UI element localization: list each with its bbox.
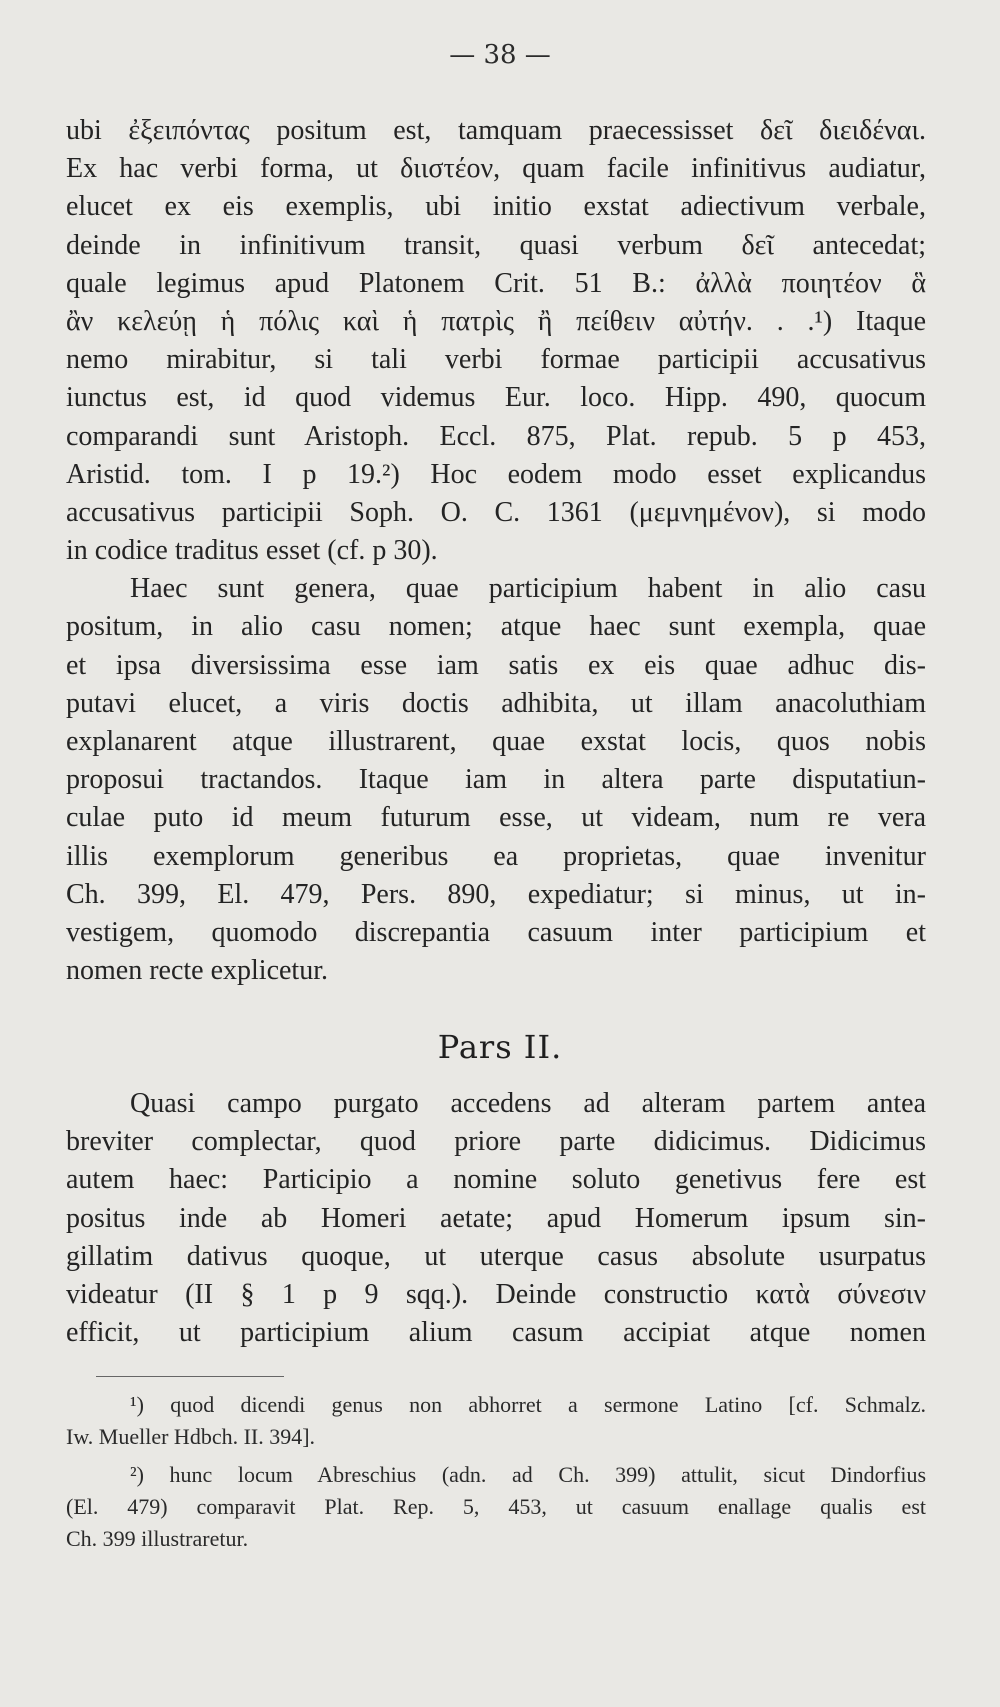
text-line: et ipsa diversissima esse iam satis ex eis quae adhuc dis-	[66, 649, 926, 681]
page-number: — 38 —	[449, 40, 551, 70]
text-line: positus inde ab Homeri aetate; apud Homerum ipsum sin-	[66, 1202, 926, 1234]
part-one-text	[66, 112, 926, 990]
text-line: ubi ἐξειπόντας positum est, tamquam praecessisset δεῖ διειδέναι.	[66, 115, 926, 146]
section-heading: Pars II.	[437, 1028, 563, 1066]
text-line: explanarent atque illustrarent, quae exstat locis, quos nobis	[66, 726, 926, 757]
footnote-line: ²) hunc locum Abreschius (adn. ad Ch. 399) attulit, sicut Dindorfius	[130, 1462, 926, 1487]
text-line: nemo mirabitur, si tali verbi formae participii accusativus	[66, 344, 926, 376]
text-line: illis exemplorum generibus ea proprietas, quae invenitur	[66, 840, 926, 872]
text-line: in codice traditus esset (cf. p 30).	[66, 535, 438, 567]
text-line: comparandi sunt Aristoph. Eccl. 875, Plat. repub. 5 p 453,	[66, 420, 926, 452]
text-line: videatur (II § 1 p 9 sqq.). Deinde constructio κατὰ σύνεσιν	[66, 1278, 926, 1310]
text-line: Aristid. tom. I p 19.²) Hoc eodem modo esset explicandus	[66, 458, 926, 490]
text-line: elucet ex eis exemplis, ubi initio exstat adiectivum verbale,	[66, 191, 926, 223]
footnote-line: Iw. Mueller Hdbch. II. 394].	[66, 1424, 316, 1449]
footnote-line: (El. 479) comparavit Plat. Rep. 5, 453, ut casuum enallage qualis est	[66, 1494, 926, 1519]
text-line: positum, in alio casu nomen; atque haec sunt exempla, quae	[66, 611, 926, 643]
text-line: breviter complectar, quod priore parte didicimus. Didicimus	[66, 1126, 926, 1158]
text-line: ἂν κελεύῃ ἡ πόλις καὶ ἡ πατρὶς ἢ πείθειν αὐτήν. . .¹) Itaque	[66, 305, 926, 337]
footnote-rule	[96, 1376, 284, 1377]
footnote-line: Ch. 399 illustraretur.	[66, 1526, 249, 1551]
text-line: culae puto id meum futurum esse, ut videam, num re vera	[66, 802, 926, 834]
text-line: nomen recte explicetur.	[66, 955, 328, 987]
part-two-text	[66, 1085, 926, 1352]
text-line: efficit, ut participium alium casum accipiat atque nomen	[66, 1317, 926, 1349]
text-line: accusativus participii Soph. O. C. 1361 (μεμνημένον), si modo	[66, 496, 926, 528]
text-line: Quasi campo purgato accedens ad alteram partem antea	[130, 1088, 926, 1119]
text-line: deinde in infinitivum transit, quasi verbum δεῖ antecedat;	[66, 229, 926, 261]
footnotes	[66, 1389, 926, 1555]
text-line: gillatim dativus quoque, ut uterque casus absolute usurpatus	[66, 1240, 926, 1272]
text-line: putavi elucet, a viris doctis adhibita, ut illam anacoluthiam	[66, 687, 926, 719]
text-line: quale legimus apud Platonem Crit. 51 B.: ἀλλὰ ποιητέον ἃ	[66, 267, 926, 299]
text-line: Haec sunt genera, quae participium habent in alio casu	[130, 573, 926, 605]
text-line: Ex hac verbi forma, ut διιστέον, quam facile infinitivus audiatur,	[66, 153, 926, 185]
footnote-line: ¹) quod dicendi genus non abhorret a sermone Latino [cf. Schmalz.	[130, 1392, 926, 1417]
text-line: vestigem, quomodo discrepantia casuum inter participium et	[66, 916, 926, 948]
text-line: proposui tractandos. Itaque iam in altera parte disputatiun-	[66, 764, 926, 796]
text-line: Ch. 399, El. 479, Pers. 890, expediatur; si minus, ut in-	[66, 878, 926, 910]
text-line: autem haec: Participio a nomine soluto genetivus fere est	[66, 1164, 926, 1196]
text-line: iunctus est, id quod videmus Eur. loco. Hipp. 490, quocum	[66, 382, 926, 414]
